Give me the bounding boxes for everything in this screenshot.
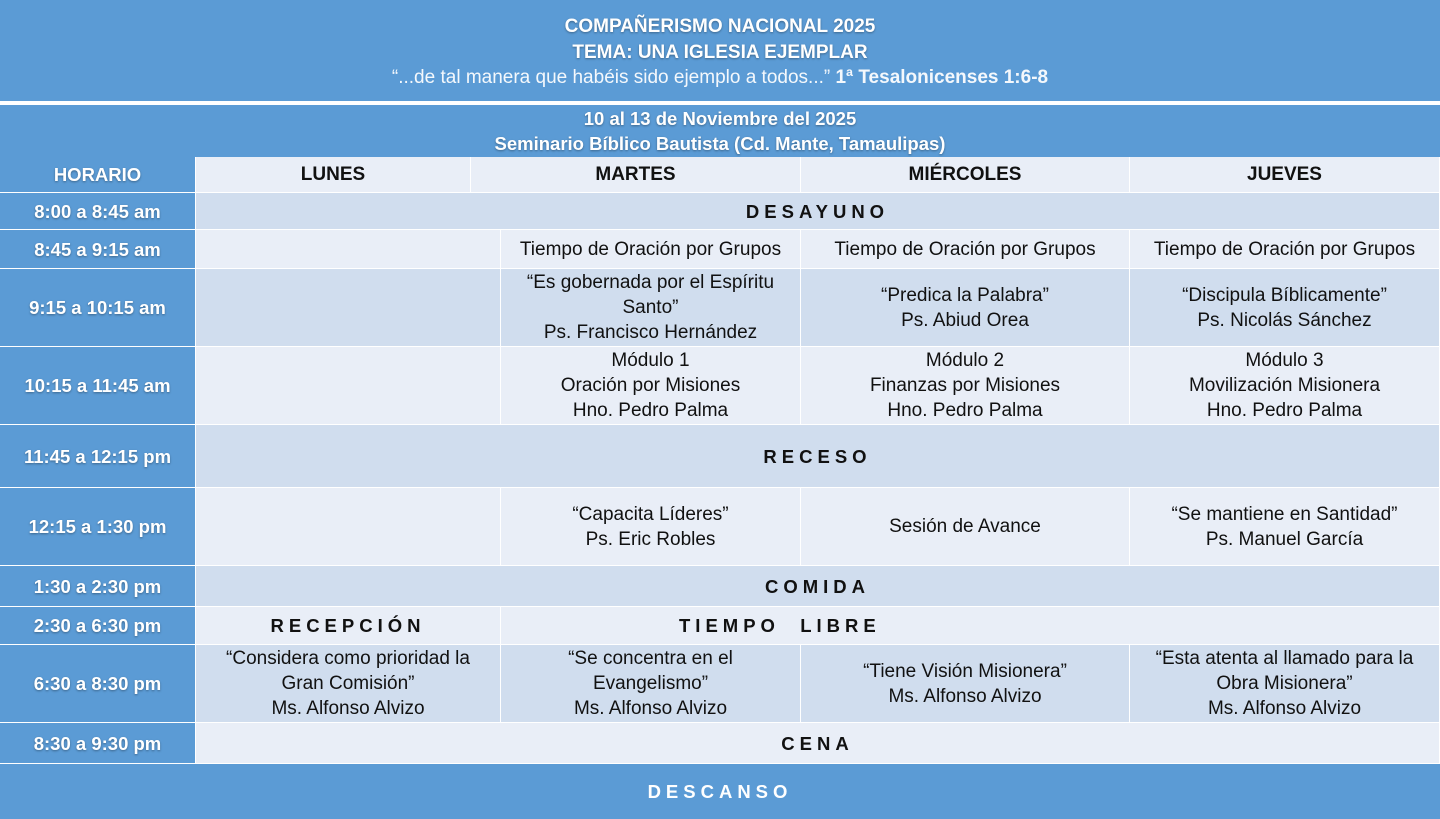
session-title: “Esta atenta al llamado para la bbox=[1155, 648, 1414, 669]
module-title: Movilización Misionera bbox=[1188, 375, 1381, 396]
empty-cell-lunes bbox=[196, 269, 501, 347]
time-slot: 11:45 a 12:15 pm bbox=[0, 425, 196, 488]
module-number: Módulo 3 bbox=[1245, 350, 1324, 371]
empty-cell-lunes bbox=[196, 230, 501, 269]
empty-cell-lunes bbox=[196, 347, 501, 425]
event-title: COMPAÑERISMO NACIONAL 2025 bbox=[564, 16, 876, 37]
time-slot: 8:45 a 9:15 am bbox=[0, 230, 196, 269]
session-cell bbox=[196, 645, 501, 723]
recess-span: RECESO bbox=[196, 425, 1440, 488]
time-slot: 10:15 a 11:45 am bbox=[0, 347, 196, 425]
breakfast-span: DESAYUNO bbox=[196, 193, 1440, 230]
time-slot: 6:30 a 8:30 pm bbox=[0, 645, 196, 723]
event-dates: 10 al 13 de Noviembre del 2025 bbox=[583, 108, 857, 129]
session-speaker: Ps. Abiud Orea bbox=[901, 309, 1029, 331]
time-slot: 2:30 a 6:30 pm bbox=[0, 607, 196, 645]
module-title: Oración por Misiones bbox=[560, 375, 741, 396]
session-cell: Tiempo de Oración por Grupos bbox=[801, 230, 1130, 269]
time-slot: 1:30 a 2:30 pm bbox=[0, 566, 196, 607]
session-cell: Tiempo de Oración por Grupos bbox=[1130, 230, 1440, 269]
session-title: “Capacita Líderes” bbox=[572, 503, 729, 525]
session-title: “Se mantiene en Santidad” bbox=[1171, 503, 1398, 525]
schedule-header bbox=[0, 0, 1440, 101]
session-speaker: Ps. Eric Robles bbox=[585, 528, 716, 550]
session-title: “Es gobernada por el Espíritu bbox=[526, 272, 775, 293]
column-header-miercoles: MIÉRCOLES bbox=[801, 157, 1130, 193]
module-title: Finanzas por Misiones bbox=[869, 375, 1061, 396]
session-speaker: Ms. Alfonso Alvizo bbox=[573, 698, 728, 719]
empty-cell-lunes bbox=[196, 488, 501, 566]
session-speaker: Ms. Alfonso Alvizo bbox=[271, 698, 425, 719]
time-slot: 12:15 a 1:30 pm bbox=[0, 488, 196, 566]
column-header-horario: HORARIO bbox=[0, 157, 196, 193]
time-slot: 8:00 a 8:45 am bbox=[0, 193, 196, 230]
session-cell bbox=[801, 488, 1130, 566]
session-title: “Se concentra en el bbox=[568, 648, 733, 669]
lunch-span: COMIDA bbox=[196, 566, 1440, 607]
verse-quote: “...de tal manera que habéis sido ejemplo a todos...” bbox=[391, 67, 831, 88]
session-title: Obra Misionera” bbox=[1216, 673, 1353, 694]
session-title: Santo” bbox=[622, 297, 679, 318]
time-slot: 9:15 a 10:15 am bbox=[0, 269, 196, 347]
session-cell bbox=[1130, 488, 1440, 566]
session-speaker: Ps. Nicolás Sánchez bbox=[1197, 309, 1372, 331]
event-verse bbox=[0, 67, 1440, 89]
session-title: “Predica la Palabra” bbox=[881, 284, 1049, 306]
column-header-martes: MARTES bbox=[471, 157, 801, 193]
session-cell bbox=[501, 269, 801, 347]
module-speaker: Hno. Pedro Palma bbox=[1206, 400, 1363, 421]
session-speaker: Ps. Francisco Hernández bbox=[543, 322, 758, 343]
time-slot: 8:30 a 9:30 pm bbox=[0, 723, 196, 764]
session-title: “Discipula Bíblicamente” bbox=[1182, 284, 1387, 306]
session-title: “Considera como prioridad la bbox=[226, 648, 470, 669]
module-number: Módulo 1 bbox=[611, 350, 690, 371]
event-place: Seminario Bíblico Bautista (Cd. Mante, Tamaulipas) bbox=[494, 133, 946, 154]
session-cell bbox=[801, 645, 1130, 723]
session-cell bbox=[1130, 269, 1440, 347]
free-time-span: TIEMPO LIBRE bbox=[501, 607, 1440, 645]
event-dates-block bbox=[0, 105, 1440, 157]
event-theme bbox=[0, 42, 1440, 64]
rest-footer: DESCANSO bbox=[0, 764, 1440, 819]
dinner-span: CENA bbox=[196, 723, 1440, 764]
session-cell bbox=[501, 488, 801, 566]
session-cell bbox=[801, 269, 1130, 347]
module-speaker: Hno. Pedro Palma bbox=[887, 400, 1043, 421]
session-speaker: Ms. Alfonso Alvizo bbox=[1207, 698, 1362, 719]
column-header-lunes: LUNES bbox=[196, 157, 471, 193]
session-title: Sesión de Avance bbox=[889, 516, 1041, 537]
module-cell bbox=[801, 347, 1130, 425]
reception-cell: RECEPCIÓN bbox=[196, 607, 501, 645]
session-title: Gran Comisión” bbox=[281, 673, 415, 694]
session-cell: Tiempo de Oración por Grupos bbox=[501, 230, 801, 269]
theme-name: UNA IGLESIA EJEMPLAR bbox=[637, 42, 868, 63]
module-cell bbox=[1130, 347, 1440, 425]
session-speaker: Ms. Alfonso Alvizo bbox=[888, 685, 1042, 707]
module-cell bbox=[501, 347, 801, 425]
session-cell bbox=[1130, 645, 1440, 723]
session-title: “Tiene Visión Misionera” bbox=[863, 660, 1067, 682]
session-speaker: Ps. Manuel García bbox=[1205, 528, 1364, 550]
module-speaker: Hno. Pedro Palma bbox=[572, 400, 729, 421]
module-number: Módulo 2 bbox=[925, 350, 1005, 371]
column-header-jueves: JUEVES bbox=[1130, 157, 1440, 193]
verse-reference: 1ª Tesalonicenses 1:6-8 bbox=[830, 67, 1049, 88]
session-cell bbox=[501, 645, 801, 723]
theme-prefix: TEMA: bbox=[572, 42, 638, 63]
session-title: Evangelismo” bbox=[592, 673, 709, 694]
